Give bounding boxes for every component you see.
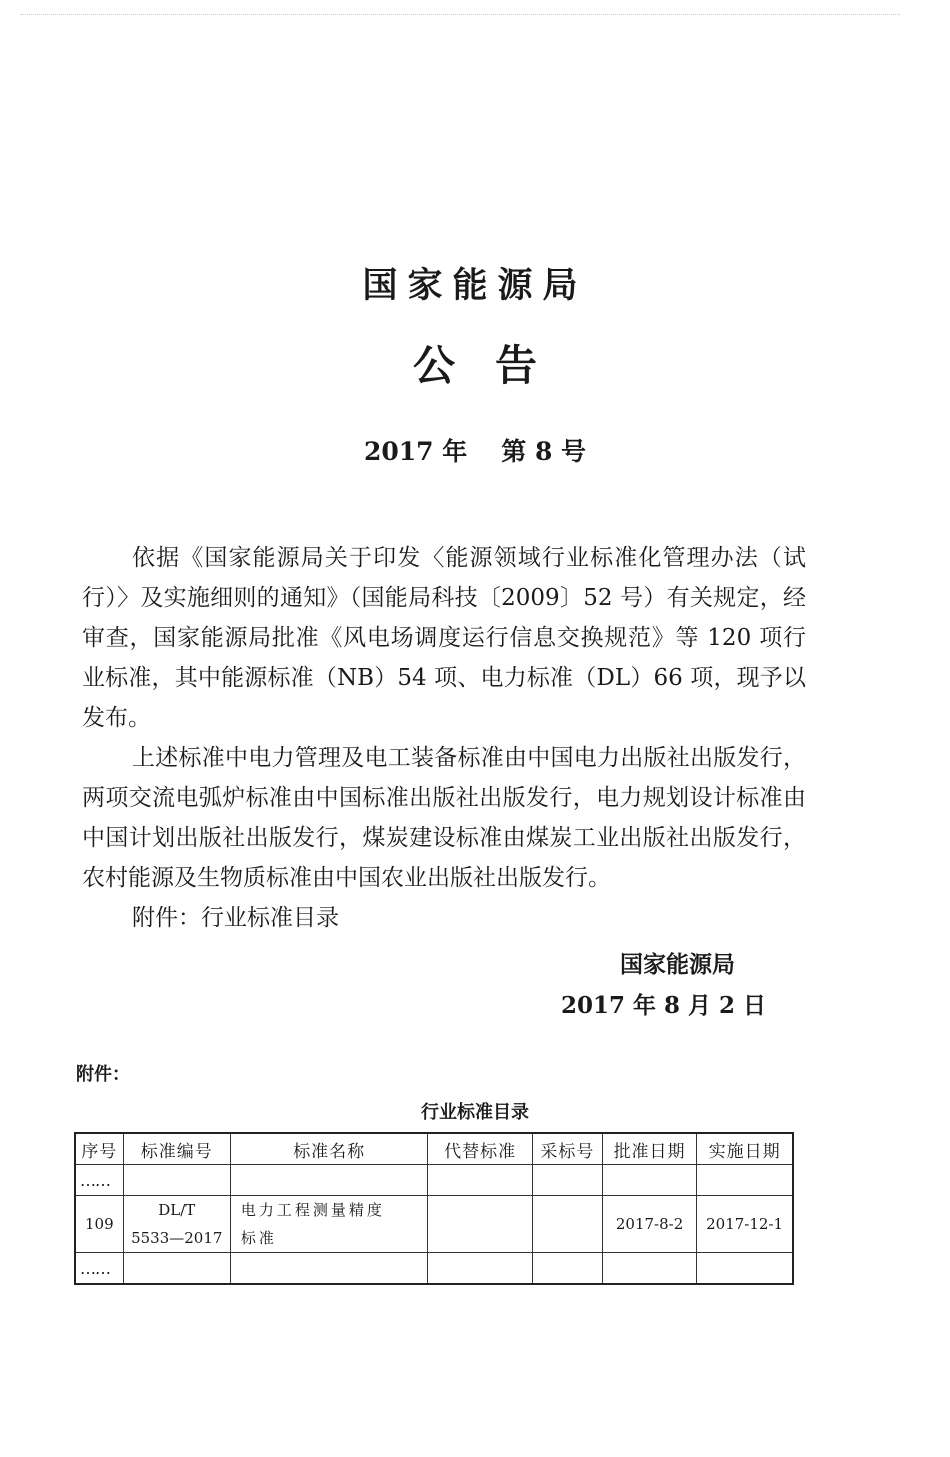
empty-cell: [428, 1165, 532, 1196]
top-dotted-border: [20, 14, 900, 21]
name-line-1: 电力工程测量精度: [240, 1201, 385, 1219]
body-paragraph-2: 上述标准中电力管理及电工装备标准由中国电力出版社出版发行，两项交流电弧炉标准由中国标准出版社出版发行，电力规划设计标准由中国计划出版社出版发行，煤炭建设标准由煤炭工业出版社出版发行，农村能源及生物质标准由中国农业出版社出版发行。: [82, 745, 806, 891]
col-header-code: 标准编号: [123, 1133, 230, 1165]
signature-org: 国家能源局: [620, 952, 735, 978]
col-header-effective: 实施日期: [697, 1133, 793, 1165]
table-header-row: [75, 1133, 793, 1165]
body-paragraph-attachment: 附件：行业标准目录: [132, 905, 339, 931]
name-cell: [230, 1196, 428, 1253]
issue-number: [0, 432, 950, 468]
code-line-2: 5533—2017: [131, 1229, 223, 1247]
standards-table: [74, 1132, 794, 1285]
col-header-seq: 序号: [75, 1133, 123, 1165]
empty-cell: [697, 1253, 793, 1285]
table-title: 行业标准目录: [421, 1102, 529, 1123]
col-header-replaces: 代替标准: [428, 1133, 532, 1165]
issue-year: 2017 年: [363, 437, 468, 466]
code-cell: [123, 1196, 230, 1253]
attachment-label: 附件：: [76, 1064, 130, 1085]
adoption-cell: [532, 1196, 602, 1253]
empty-cell: [230, 1253, 428, 1285]
ellipsis-cell: ……: [75, 1253, 123, 1285]
issuer-title: 国家能源局: [362, 266, 588, 306]
seq-cell: 109: [75, 1196, 123, 1253]
code-line-1: DL/T: [158, 1201, 196, 1219]
col-header-approved: 批准日期: [602, 1133, 696, 1165]
body-paragraph-1: 依据《国家能源局关于印发〈能源领域行业标准化管理办法（试行）〉及实施细则的通知》（国能局科技〔2009〕52 号）有关规定，经审查，国家能源局批准《风电场调度运行信息交换规范》等 120 项行业标准，其中能源标准（NB）54 项、电力标准（DL）66 项，现予以发布。: [82, 545, 806, 731]
empty-cell: [532, 1165, 602, 1196]
ellipsis-cell: ……: [75, 1165, 123, 1196]
empty-cell: [230, 1165, 428, 1196]
empty-cell: [532, 1253, 602, 1285]
table-row: [75, 1253, 793, 1285]
document-type-title: 公告: [412, 341, 577, 390]
col-header-name: 标准名称: [230, 1133, 428, 1165]
effective-date-cell: 2017-12-1: [697, 1196, 793, 1253]
empty-cell: [602, 1165, 696, 1196]
name-line-2: 标准: [240, 1229, 277, 1247]
approved-date-cell: 2017-8-2: [602, 1196, 696, 1253]
table-row: [75, 1165, 793, 1196]
empty-cell: [428, 1253, 532, 1285]
replaces-cell: [428, 1196, 532, 1253]
empty-cell: [123, 1253, 230, 1285]
empty-cell: [602, 1253, 696, 1285]
empty-cell: [123, 1165, 230, 1196]
announcement-body: [82, 538, 806, 938]
signature-date: 2017 年 8 月 2 日: [561, 992, 767, 1019]
empty-cell: [697, 1165, 793, 1196]
table-row: [75, 1196, 793, 1253]
issue-number-value: 第 8 号: [501, 437, 587, 466]
col-header-adoption: 采标号: [532, 1133, 602, 1165]
